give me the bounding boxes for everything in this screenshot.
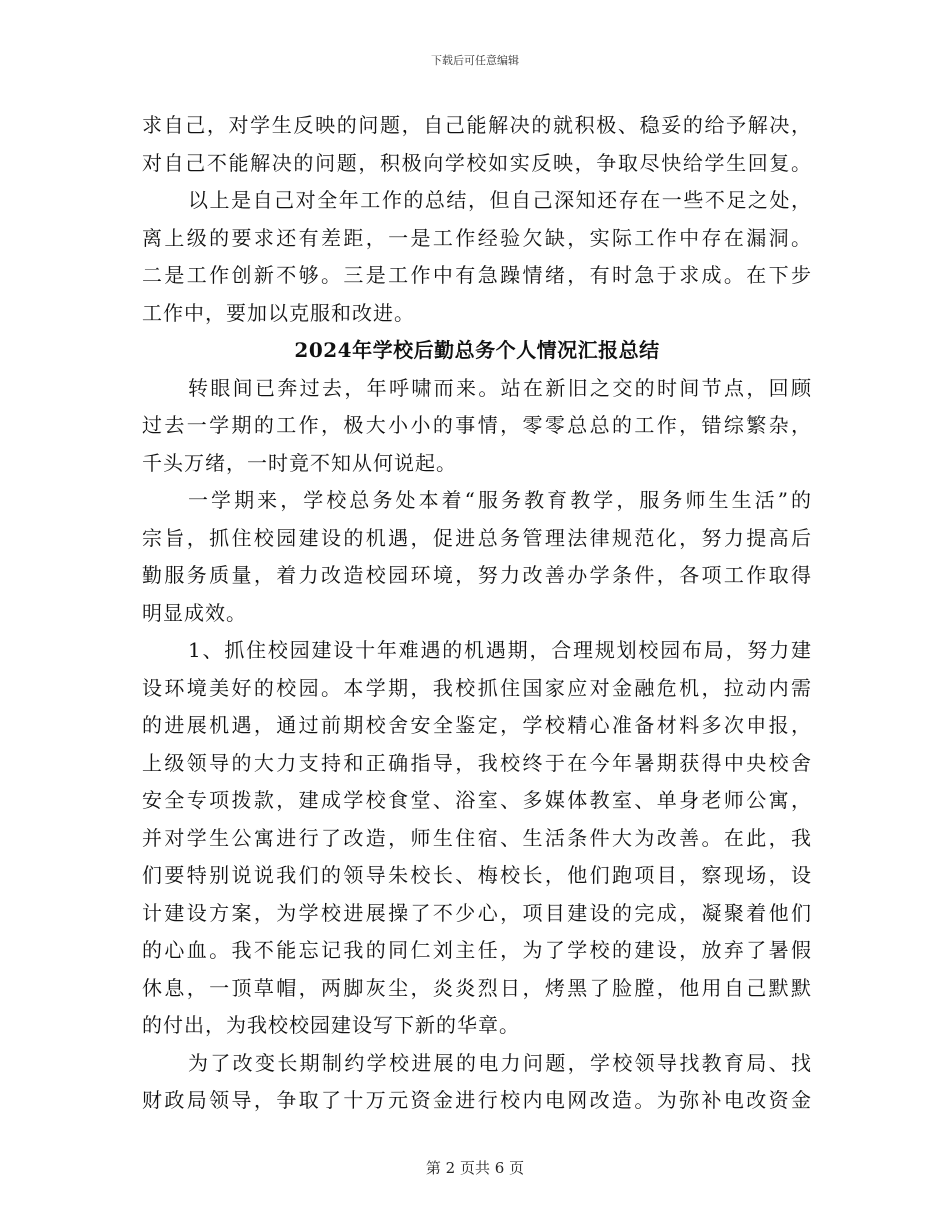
paragraph-line: 的进展机遇，通过前期校舍安全鉴定，学校精心准备材料多次申报， [142,713,812,737]
paragraph-line: 上级领导的大力支持和正确指导，我校终于在今年暑期获得中央校舍 [142,750,812,775]
paragraph-line: 离上级的要求还有差距，一是工作经验欠缺，实际工作中存在漏洞。 [142,225,812,250]
paragraph-line: 二是工作创新不够。三是工作中有急躁情绪，有时急于求成。在下步 [142,263,812,287]
paragraph-line: 并对学生公寓进行了改造，师生住宿、生活条件大为改善。在此，我 [142,825,812,850]
paragraph-line: 一学期来，学校总务处本着“服务教育教学，服务师生生活”的 [188,488,812,512]
paragraph-line: 的心血。我不能忘记我的同仁刘主任，为了学校的建设，放弃了暑假 [142,938,812,962]
paragraph-line: 们要特别说说我们的领导朱校长、梅校长，他们跑项目，察现场，设 [142,863,812,887]
paragraph-line: 勤服务质量，着力改造校园环境，努力改善办学条件，各项工作取得 [142,563,812,587]
paragraph-line: 千头万绪，一时竟不知从何说起。 [142,450,457,475]
paragraph-line: 财政局领导，争取了十万元资金进行校内电网改造。为弥补电改资金 [142,1088,812,1112]
page-footer: 第 2 页共 6 页 [425,1159,525,1177]
paragraph-line: 以上是自己对全年工作的总结，但自己深知还存在一些不足之处， [188,188,812,212]
paragraph-line: 求自己，对学生反映的问题，自己能解决的就积极、稳妥的给予解决， [142,113,812,137]
paragraph-line: 为了改变长期制约学校进展的电力问题，学校领导找教育局、找 [188,1050,812,1075]
paragraph-line: 设环境美好的校园。本学期，我校抓住国家应对金融危机，拉动内需 [142,675,812,700]
paragraph-line: 休息，一顶草帽，两脚灰尘，炎炎烈日，烤黑了脸膛，他用自己默默 [142,975,812,1000]
page-header: 下载后可任意编辑 [431,54,519,67]
paragraph-line: 明显成效。 [142,600,247,625]
paragraph-line: 工作中，要加以克服和改进。 [142,300,415,325]
paragraph-line: 宗旨，抓住校园建设的机遇，促进总务管理法律规范化，努力提高后 [142,525,812,550]
section-heading: 2024年学校后勤总务个人情况汇报总结 [294,338,660,362]
paragraph-line: 计建设方案，为学校进展操了不少心，项目建设的完成，凝聚着他们 [142,900,812,925]
paragraph-line: 1、抓住校园建设十年难遇的机遇期，合理规划校园布局，努力建 [188,638,812,662]
paragraph-line: 对自己不能解决的问题，积极向学校如实反映，争取尽快给学生回复。 [142,150,812,175]
paragraph-line: 转眼间已奔过去，年呼啸而来。站在新旧之交的时间节点，回顾 [188,375,812,400]
paragraph-line: 的付出，为我校校园建设写下新的华章。 [142,1013,520,1037]
document-body [142,107,812,1120]
paragraph-line: 安全专项拨款，建成学校食堂、浴室、多媒体教室、单身老师公寓， [142,788,812,812]
paragraph-line: 过去一学期的工作，极大小小的事情，零零总总的工作，错综繁杂， [142,413,812,437]
